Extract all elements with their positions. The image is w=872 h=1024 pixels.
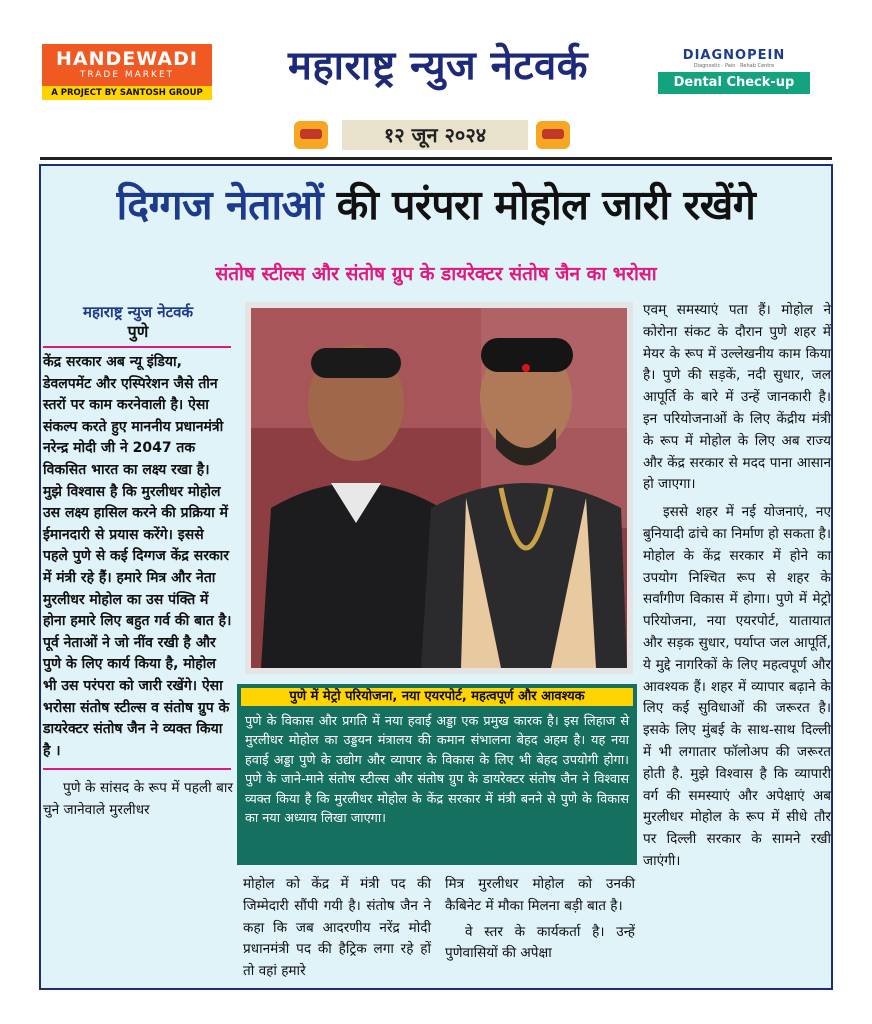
ad-strip: A PROJECT BY SANTOSH GROUP <box>42 86 212 100</box>
headline-highlight: दिग्गज नेताओं <box>116 181 323 229</box>
diagnopein-logo <box>658 48 810 69</box>
issue-date: १२ जून २०२४ <box>342 120 528 150</box>
diagnopein-logo-text: DIAGNOPEIN <box>682 48 786 63</box>
column-3-paragraph-1: एवम् समस्याएं पता हैं। मोहोल ने कोरोना संकट के दौरान पुणे शहर में मेयर के रूप में उल्लेखनीय काम किया है। पुणे की सड़कें, नदी सुधार, जल आपूर्ति के बारे में उन्हें जानकारी है। इन परियोजनाओं के लिए केंद्रीय मंत्री के रूप में मोहोल के लिए अब राज्य और केंद्र सरकार से मदद पाना आसान हो जाएगा। <box>643 302 831 493</box>
emblem-left-icon <box>294 121 328 149</box>
highlight-box-title: पुणे में मेट्रो परियोजना, नया एयरपोर्ट, महत्वपूर्ण और आवश्यक <box>241 688 633 706</box>
column-2-bottom-left <box>243 874 431 983</box>
masthead <box>0 0 872 160</box>
masthead-divider <box>40 157 832 160</box>
column-2-bottom-right <box>445 874 635 965</box>
column-2b-paragraph-1: मित्र मुरलीधर मोहोल को उनकी कैबिनेट में मौका मिलना बड़ी बात है। <box>445 876 635 914</box>
column-3 <box>643 300 831 873</box>
ad-sub: TRADE MARKET <box>79 70 175 80</box>
article-headline <box>41 180 831 230</box>
highlight-box <box>237 684 637 865</box>
column-1 <box>43 298 233 822</box>
article-subhead: संतोष स्टील्स और संतोष ग्रुप के डायरेक्टर संतोष जैन का भरोसा <box>215 263 657 285</box>
column-3-paragraph-2: इससे शहर में नई योजनाएं, नए बुनियादी ढांचे का निर्माण हो सकता है। मोहोल के केंद्र सरकार में होने का उपयोग निश्चित रूप से शहर के सर्वांगीण विकास में होगा। पुणे में मेट्रो परियोजना, नया एयरपोर्ट, यातायात और सड़क सुधार, पर्याप्त जल आपूर्ति, ये मुद्दे नागरिकों के लिए महत्वपूर्ण और आवश्यक हैं। शहर में व्यापार बढ़ाने के लिए कई सुविधाओं की जरूरत है। इसके लिए मुंबई के साथ-साथ दिल्ली में भी लगातार फॉलोअप की जरूरत होती है. मुझे विश्वास है कि व्यापारी वर्ग की समस्याएं और अपेक्षाएं अब मुरलीधर मोहोल के रूप में सीधे तौर पर दिल्ली सरकार के सामने रखी जाएंगी। <box>643 504 831 869</box>
lead-paragraph: केंद्र सरकार अब न्यू इंडिया, डेवलपमेंट और एस्पिरेशन जैसे तीन स्तरों पर काम करनेवाली है। ऐसा संकल्प करते हुए माननीय प्रधानमंत्री नरेन्द्र मोदी जी ने 2047 तक विकसित भारत का लक्ष्य रखा है। मुझे विश्वास है कि मुरलीधर मोहोल उस लक्ष्य हासिल करने की प्रक्रिया में ईमानदारी से प्रयास करेंगे। इससे पहले पुणे से कई दिग्गज केंद्र सरकार में मंत्री रहे हैं। हमारे मित्र और नेता मुरलीधर मोहोल का उस पंक्ति में होना हमारे लिए बहुत गर्व की बात है। पूर्व नेताओं ने जो नींव रखी है और पुणे के लिए कार्य किया है, मोहोल भी उस परंपरा को जारी रखेंगे। ऐसा भरोसा संतोष स्टील्स व संतोष ग्रुप के डायरेक्टर संतोष जैन ने व्यक्त किया है । <box>43 354 232 759</box>
column-1-continued: पुणे के सांसद के रूप में पहली बार चुने जानेवाले मुरलीधर <box>43 780 233 819</box>
byline: महाराष्ट्र न्युज नेटवर्क <box>82 303 194 321</box>
headline-rest: की परंपरा मोहोल जारी रखेंगे <box>336 181 756 229</box>
dateline-place: पुणे <box>127 322 149 341</box>
highlight-box-text: पुणे के विकास और प्रगति में नया हवाई अड्डा एक प्रमुख कारक है। इस लिहाज से मुरलीधर मोहोल का उड्डयन मंत्रालय की कमान संभालना बेहद अहम है। यह नया हवाई अड्डा पुणे के उद्योग और व्यापार के विकास के लिए भी बेहद उपयोगी होगा। पुणे के जाने-माने संतोष स्टील्स और संतोष ग्रुप के डायरेक्टर संतोष जैन ने विश्वास व्यक्त किया है कि मुरलीधर मोहोल के केंद्र सरकार में मंत्री बनने से पुणे के विकास का नया अध्याय लिखा जाएगा। <box>245 714 629 827</box>
lead-divider <box>43 768 231 770</box>
handewadi-ad[interactable] <box>42 44 212 100</box>
diagnopein-tagline: Diagnostic · Pain · Rehab Centre <box>693 63 775 69</box>
article-frame <box>39 164 833 990</box>
column-2a-text: मोहोल को केंद्र में मंत्री पद की जिम्मेदारी सौंपी गयी है। संतोष जैन ने कहा कि जब आदरणीय नरेंद्र मोदी प्रधानमंत्री पद की हैट्रिक लगा रहे हों तो वहां हमारे <box>243 876 431 980</box>
dental-checkup-button[interactable]: Dental Check-up ₹50/- <box>658 72 810 94</box>
emblem-right-icon <box>536 121 570 149</box>
article-photo <box>245 302 633 674</box>
byline-divider <box>43 346 231 348</box>
ad-brand: HANDEWADI <box>56 48 198 70</box>
photo-illustration <box>251 308 627 668</box>
diagnopein-ad[interactable] <box>658 48 810 112</box>
column-2b-paragraph-2: वे स्तर के कार्यकर्ता है। उन्हें पुणेवासियों की अपेक्षा <box>445 923 635 962</box>
newspaper-title: महाराष्ट्र न्युज नेटवर्क <box>288 43 588 89</box>
